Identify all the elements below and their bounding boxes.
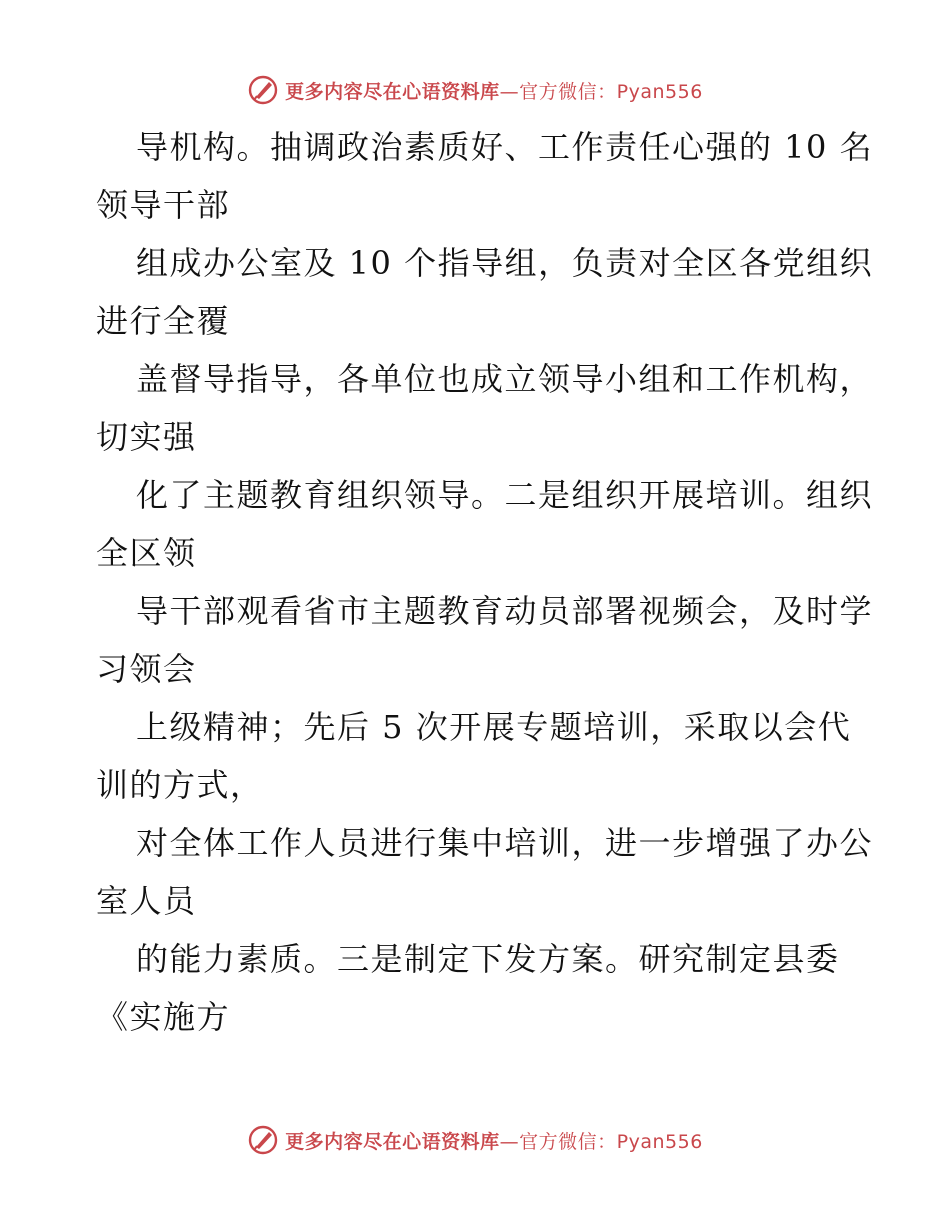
- body-paragraph: 对全体工作人员进行集中培训，进一步增强了办公室人员: [96, 824, 874, 920]
- footer-banner: [0, 1120, 950, 1160]
- header-banner: [0, 70, 950, 110]
- body-paragraph: 导干部观看省市主题教育动员部署视频会，及时学习领会: [96, 592, 874, 688]
- body-paragraph: 化了主题教育组织领导。二是组织开展培训。组织全区领: [96, 476, 874, 572]
- footer-wechat-text: 官方微信：Pyan556: [519, 1130, 703, 1153]
- body-paragraph: 组成办公室及 10 个指导组，负责对全区各党组织进行全覆: [96, 244, 874, 340]
- footer-text: [285, 1127, 703, 1154]
- quill-pen-logo-icon: [247, 1124, 279, 1156]
- body-paragraph: 导机构。抽调政治素质好、工作责任心强的 10 名领导干部: [96, 128, 874, 224]
- header-text: [285, 77, 703, 104]
- footer-brand-text: 更多内容尽在心语资料库: [285, 1130, 500, 1153]
- header-separator: —: [499, 80, 520, 103]
- footer-separator: —: [499, 1130, 520, 1153]
- header-wechat-text: 官方微信：Pyan556: [519, 80, 703, 103]
- body-paragraph: 上级精神；先后 5 次开展专题培训，采取以会代训的方式，: [96, 708, 852, 804]
- body-paragraph: 盖督导指导，各单位也成立领导小组和工作机构，切实强: [96, 360, 874, 456]
- body-paragraph: 的能力素质。三是制定下发方案。研究制定县委《实施方: [96, 940, 840, 1036]
- document-body: [96, 118, 876, 1046]
- header-brand-text: 更多内容尽在心语资料库: [285, 80, 500, 103]
- quill-pen-logo-icon: [247, 74, 279, 106]
